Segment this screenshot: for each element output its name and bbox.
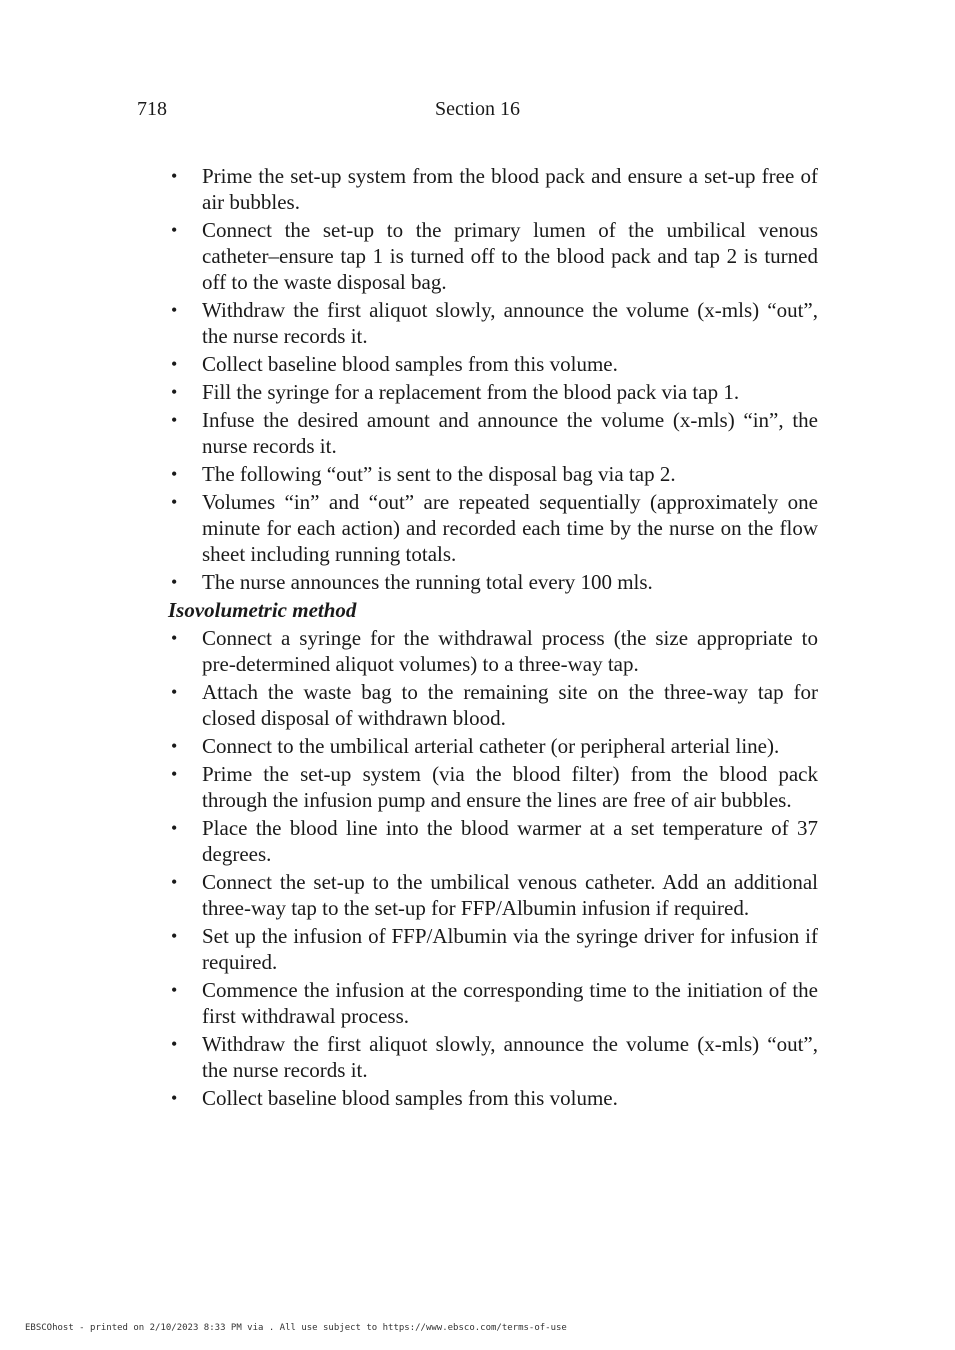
list-item — [168, 297, 818, 349]
bullet-icon: • — [171, 980, 178, 1000]
list-item-text: Fill the syringe for a replacement from the blood pack via tap 1. — [202, 380, 740, 404]
list-item — [168, 1031, 818, 1083]
isovolumetric-list — [168, 625, 818, 1111]
list-item-text: Connect the set-up to the umbilical venous catheter. Add an additional three-way tap to the set-up for FFP/Albumin infusion if required. — [202, 870, 818, 920]
bullet-icon: • — [171, 926, 178, 946]
list-item-text: Prime the set-up system (via the blood filter) from the blood pack through the infusion pump and ensure the lines are free of air bubbles. — [202, 762, 818, 812]
bullet-icon: • — [171, 464, 178, 484]
bullet-icon: • — [171, 818, 178, 838]
list-item — [168, 217, 818, 295]
list-item-text: Infuse the desired amount and announce the volume (x-mls) “in”, the nurse records it. — [202, 408, 818, 458]
list-item — [168, 489, 818, 567]
bullet-icon: • — [171, 300, 178, 320]
list-item — [168, 407, 818, 459]
list-item-text: Withdraw the first aliquot slowly, announce the volume (x-mls) “out”, the nurse records it. — [202, 298, 818, 348]
bullet-icon: • — [171, 736, 178, 756]
bullet-icon: • — [171, 764, 178, 784]
bullet-icon: • — [171, 572, 178, 592]
list-item-text: Attach the waste bag to the remaining site on the three-way tap for closed disposal of withdrawn blood. — [202, 680, 818, 730]
list-item-text: The nurse announces the running total every 100 mls. — [202, 570, 653, 594]
list-item — [168, 733, 818, 759]
procedure-list — [168, 163, 818, 595]
list-item-text: Commence the infusion at the corresponding time to the initiation of the first withdrawal process. — [202, 978, 818, 1028]
page-body — [168, 163, 818, 1113]
list-item-text: Connect the set-up to the primary lumen of the umbilical venous catheter–ensure tap 1 is turned off to the blood pack and tap 2 is turned off to the waste disposal bag. — [202, 218, 818, 294]
list-item-text: Collect baseline blood samples from this volume. — [202, 352, 618, 376]
bullet-icon: • — [171, 382, 178, 402]
list-item — [168, 351, 818, 377]
list-item — [168, 1085, 818, 1111]
list-item — [168, 461, 818, 487]
list-item-text: The following “out” is sent to the disposal bag via tap 2. — [202, 462, 676, 486]
bullet-icon: • — [171, 220, 178, 240]
bullet-icon: • — [171, 166, 178, 186]
bullet-icon: • — [171, 872, 178, 892]
list-item — [168, 625, 818, 677]
bullet-icon: • — [171, 1034, 178, 1054]
list-item-text: Withdraw the first aliquot slowly, announce the volume (x-mls) “out”, the nurse records it. — [202, 1032, 818, 1082]
list-item-text: Connect to the umbilical arterial catheter (or peripheral arterial line). — [202, 734, 780, 758]
list-item — [168, 869, 818, 921]
list-item — [168, 569, 818, 595]
list-item-text: Prime the set-up system from the blood pack and ensure a set-up free of air bubbles. — [202, 164, 818, 214]
list-item — [168, 163, 818, 215]
bullet-icon: • — [171, 1088, 178, 1108]
bullet-icon: • — [171, 682, 178, 702]
list-item — [168, 923, 818, 975]
list-item — [168, 761, 818, 813]
bullet-icon: • — [171, 410, 178, 430]
list-item — [168, 379, 818, 405]
list-item-text: Collect baseline blood samples from this volume. — [202, 1086, 618, 1110]
list-item-text: Set up the infusion of FFP/Albumin via the syringe driver for infusion if required. — [202, 924, 818, 974]
print-footer: EBSCOhost - printed on 2/10/2023 8:33 PM via . All use subject to https://www.ebsco.com/terms-of-use — [25, 1323, 567, 1333]
list-item-text: Volumes “in” and “out” are repeated sequentially (approximately one minute for each action) and recorded each time by the nurse on the flow sheet including running totals. — [202, 490, 818, 566]
list-item-text: Connect a syringe for the withdrawal process (the size appropriate to pre-determined aliquot volumes) to a three-way tap. — [202, 626, 818, 676]
section-subheading: Isovolumetric method — [168, 598, 357, 622]
list-item — [168, 815, 818, 867]
list-item — [168, 977, 818, 1029]
bullet-icon: • — [171, 628, 178, 648]
bullet-icon: • — [171, 354, 178, 374]
bullet-icon: • — [171, 492, 178, 512]
running-head: Section 16 — [435, 98, 520, 120]
page-number: 718 — [137, 98, 167, 120]
list-item — [168, 679, 818, 731]
list-item-text: Place the blood line into the blood warmer at a set temperature of 37 degrees. — [202, 816, 818, 866]
